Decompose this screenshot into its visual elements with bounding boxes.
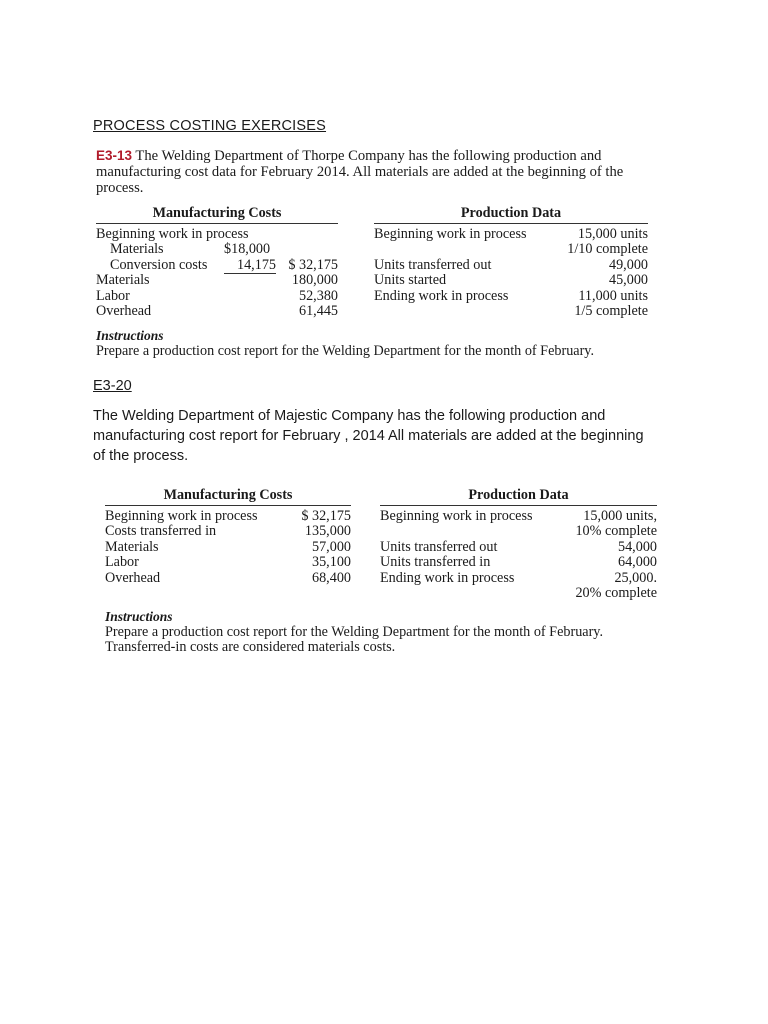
row-value: 49,000 (608, 256, 648, 273)
table-row (380, 586, 657, 602)
row-label: Ending work in process (374, 287, 509, 304)
e3-20-manufacturing-costs-table (105, 488, 351, 586)
table-row (96, 289, 338, 305)
e3-13-intro-text: The Welding Department of Thorpe Company has the following production and manufacturing cost data for February 2014. All materials are added at the beginning of the process. (96, 148, 624, 196)
e3-20-instructions-line-1: Prepare a production cost report for the Welding Department for the month of February. (105, 624, 604, 640)
row-label: Overhead (96, 303, 152, 319)
row-label: Beginning work in process (374, 225, 527, 242)
table-row (380, 509, 657, 525)
table-row (96, 242, 338, 258)
e3-20-manufacturing-costs-heading: Manufacturing Costs (105, 488, 351, 506)
row-subvalue: $18,000 (224, 241, 271, 257)
table-row (380, 524, 657, 540)
row-value: 135,000 (304, 523, 351, 539)
row-label: Labor (96, 287, 130, 304)
table-row (96, 304, 338, 320)
table-row (374, 289, 648, 305)
table-row (374, 227, 648, 243)
table-row (105, 524, 351, 540)
table-row (380, 571, 657, 587)
e3-13-instructions-heading: Instructions (96, 328, 164, 343)
row-value: 20% complete (575, 585, 657, 601)
table-row (374, 258, 648, 274)
table-row (380, 555, 657, 571)
row-value: 180,000 (291, 272, 338, 288)
e3-13-production-data-table (374, 206, 648, 320)
table-row (96, 258, 338, 274)
table-row (380, 540, 657, 556)
row-value: 25,000. (614, 569, 657, 586)
e3-20-instructions-line-2: Transferred-in costs are considered materials costs. (105, 639, 396, 655)
row-label: Beginning work in process (105, 507, 258, 524)
e3-13-manufacturing-costs-heading: Manufacturing Costs (96, 206, 338, 224)
page-title: PROCESS COSTING EXERCISES (93, 118, 327, 134)
row-label: Units started (374, 272, 447, 288)
row-label: Ending work in process (380, 569, 515, 586)
row-value: 68,400 (311, 569, 351, 586)
e3-13-intro (96, 148, 656, 196)
row-value: 1/5 complete (574, 303, 648, 319)
table-row (105, 509, 351, 525)
row-value: 57,000 (311, 538, 351, 555)
row-label: Conversion costs (110, 256, 208, 273)
row-value: 54,000 (617, 538, 657, 555)
row-value: 15,000 units, (583, 507, 657, 524)
row-value: $ 32,175 (288, 256, 338, 273)
row-label: Overhead (105, 569, 161, 586)
row-value: 11,000 units (578, 287, 648, 304)
e3-20-intro-text: The Welding Department of Majestic Company has the following production and manufacturing cost report for February , 2014 All materials are added at the beginning of the process. (93, 408, 644, 464)
row-label: Materials (105, 538, 159, 555)
row-value: 1/10 complete (567, 241, 648, 257)
table-row (96, 227, 338, 243)
table-row (374, 304, 648, 320)
table-row (374, 242, 648, 258)
row-label: Materials (96, 272, 150, 288)
e3-20-instructions-heading: Instructions (105, 609, 173, 624)
row-value: 35,100 (311, 554, 351, 570)
row-label: Materials (110, 241, 164, 257)
row-label: Labor (105, 554, 139, 570)
row-label: Units transferred out (374, 256, 492, 273)
e3-13-instructions-text: Prepare a production cost report for the Welding Department for the month of February. (96, 343, 595, 359)
row-label: Costs transferred in (105, 523, 217, 539)
e3-13-production-data-heading: Production Data (374, 206, 648, 224)
table-row (105, 540, 351, 556)
e3-13-id: E3-13 (96, 148, 133, 163)
row-value: 45,000 (608, 272, 648, 288)
table-row (105, 571, 351, 587)
row-label: Beginning work in process (96, 225, 249, 242)
row-label: Units transferred out (380, 538, 498, 555)
row-value: $ 32,175 (301, 507, 351, 524)
row-value: 61,445 (298, 303, 338, 319)
row-value: 10% complete (575, 523, 657, 539)
e3-20-production-data-table (380, 488, 657, 602)
table-row (374, 273, 648, 289)
e3-20-production-data-heading: Production Data (380, 488, 657, 506)
e3-13-manufacturing-costs-table (96, 206, 338, 320)
table-row (105, 555, 351, 571)
row-value: 52,380 (298, 287, 338, 304)
row-label: Units transferred in (380, 554, 491, 570)
e3-20-label: E3-20 (93, 378, 132, 394)
row-value: 15,000 units (577, 225, 648, 242)
row-label: Beginning work in process (380, 507, 533, 524)
row-value: 64,000 (617, 554, 657, 570)
row-subvalue: 14,175 (224, 258, 276, 275)
table-row (96, 273, 338, 289)
